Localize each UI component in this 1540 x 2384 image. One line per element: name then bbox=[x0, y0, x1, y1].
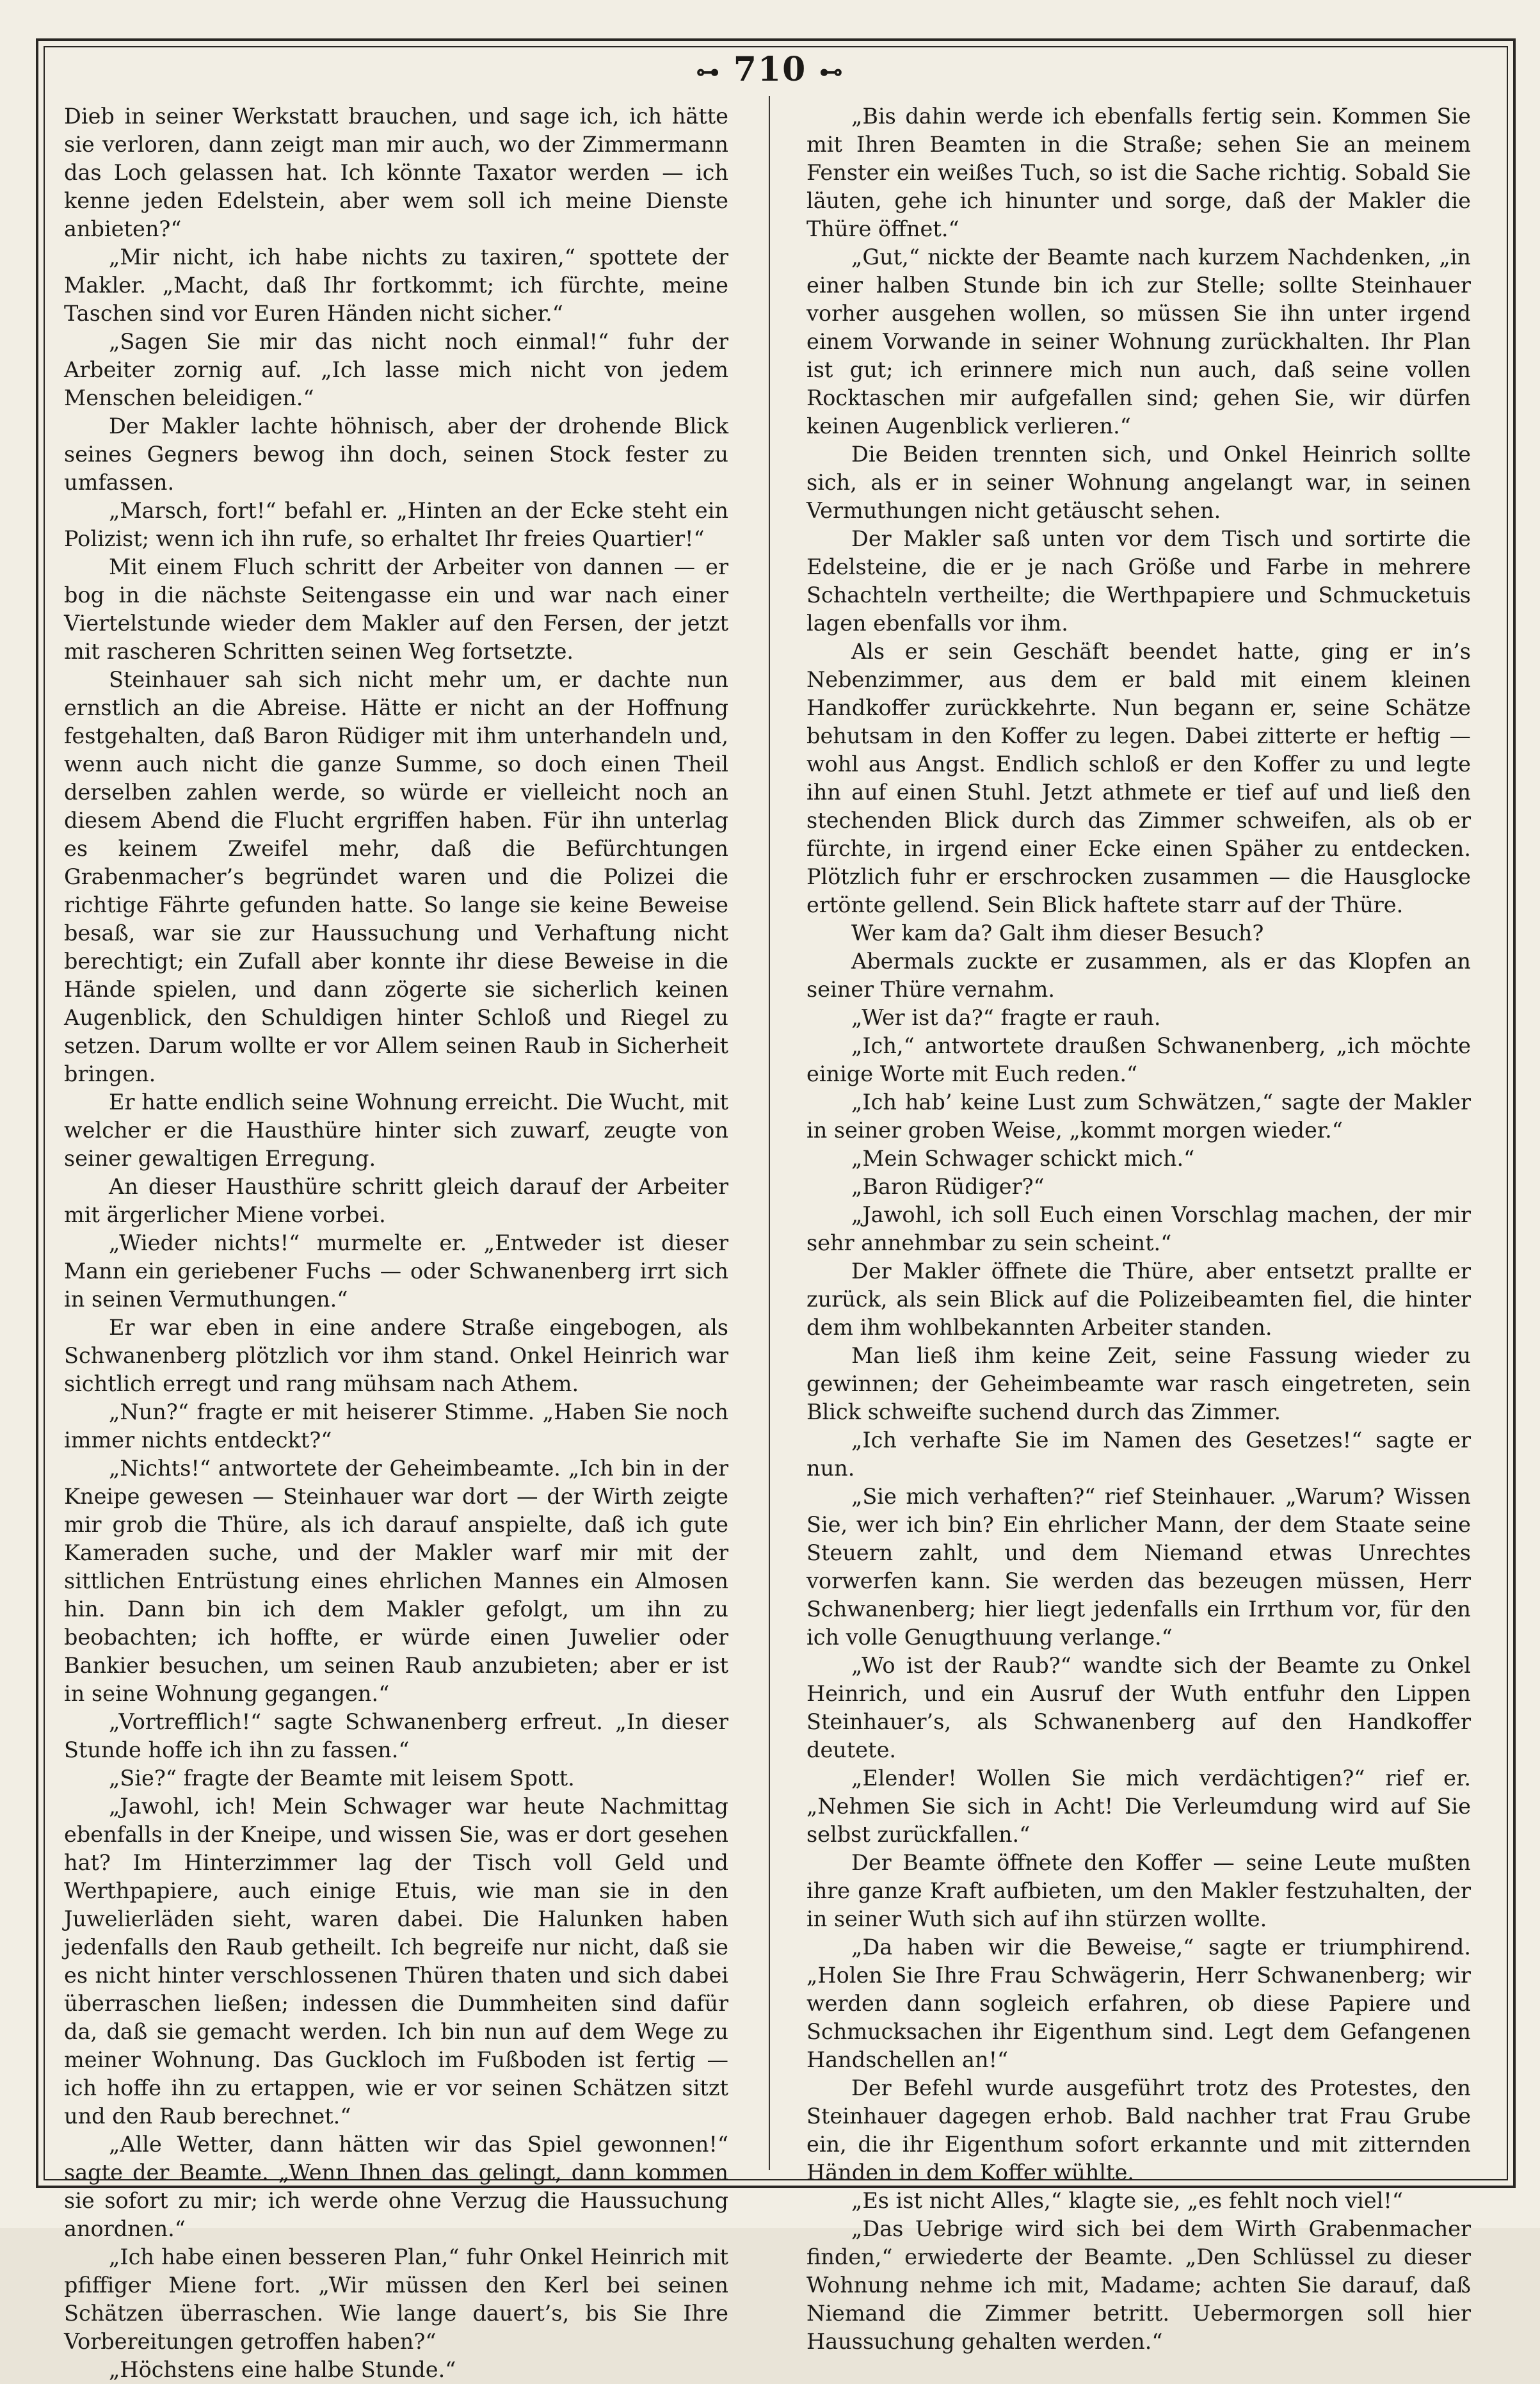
paragraph: Man ließ ihm keine Zeit, seine Fassung wieder zu gewinnen; der Geheimbeamte war rasch eingetreten, sein Blick schweifte suchend durch das Zimmer. bbox=[806, 1343, 1471, 1424]
paragraph: Abermals zuckte er zusammen, als er das Klopfen an seiner Thüre vernahm. bbox=[806, 949, 1471, 1002]
paragraph: „Mir nicht, ich habe nichts zu taxiren,“ spottete der Makler. „Macht, daß Ihr fortkommt; ich fürchte, meine Taschen sind vor Euren Händen nicht sicher.“ bbox=[64, 245, 728, 326]
page-number: 710 bbox=[733, 50, 807, 89]
paragraph: „Nichts!“ antwortete der Geheimbeamte. „Ich bin in der Kneipe gewesen — Steinhauer war dort — der Wirth zeigte mir grob die Thüre, als ich darauf anspielte, daß ich gute Kameraden suche, und der Makler warf mir mit der sittlichen Entrüstung eines ehrlichen Mannes ein Almosen hin. Dann bin ich dem Makler gefolgt, um ihn zu beobachten; ich hoffte, er würde einen Juwelier oder Bankier besuchen, um seinen Raub anzubieten; aber er ist in seine Wohnung gegangen.“ bbox=[64, 1456, 728, 1706]
paragraph: „Das Uebrige wird sich bei dem Wirth Grabenmacher finden,“ erwiederte der Beamte. „Den Schlüssel zu dieser Wohnung nehme ich mit, Madame; achten Sie darauf, daß Niemand die Zimmer betritt. Uebermorgen soll hier Haussuchung gehalten werden.“ bbox=[806, 2216, 1471, 2354]
paragraph: „Ich hab’ keine Lust zum Schwätzen,“ sagte der Makler in seiner groben Weise, „kommt morgen wieder.“ bbox=[806, 1090, 1471, 1143]
paragraph: „Höchstens eine halbe Stunde.“ bbox=[109, 2357, 456, 2382]
paragraph: Mit einem Fluch schritt der Arbeiter von dannen — er bog in die nächste Seitengasse ein und war nach einer Viertelstunde wieder dem Makler auf den Fersen, der jetzt mit rascheren Schritten seinen Weg fortsetzte. bbox=[64, 554, 728, 664]
paragraph: „Ich habe einen besseren Plan,“ fuhr Onkel Heinrich mit pfiffiger Miene fort. „Wir müssen den Kerl bei seinen Schätzen überraschen. Wie lange dauert’s, bis Sie Ihre Vorbereitungen getroffen haben?“ bbox=[64, 2244, 728, 2354]
paragraph: Steinhauer sah sich nicht mehr um, er dachte nun ernstlich an die Abreise. Hätte er nicht an der Hoffnung festgehalten, daß Baron Rüdiger mit ihm unterhandeln und, wenn auch nicht die ganze Summe, so doch einen Theil derselben zahlen werde, so würde er vielleicht noch an diesem Abend die Flucht ergriffen haben. Für ihn unterlag es keinem Zweifel mehr, daß die Befürchtungen Grabenmacher’s begründet waren und die Polizei die richtige Fährte gefunden hatte. So lange sie keine Beweise besaß, war sie zur Haussuchung und Verhaftung nicht berechtigt; ein Zufall aber konnte ihr diese Beweise in die Hände spielen, und dann zögerte sie sicherlich keinen Augenblick, den Schuldigen hinter Schloß und Riegel zu setzen. Darum wollte er vor Allem seinen Raub in Sicherheit bringen. bbox=[64, 667, 728, 1086]
paragraph: Der Makler saß unten vor dem Tisch und sortirte die Edelsteine, die er je nach Größe und Farbe in mehrere Schachteln vertheilte; die Werthpapiere und Schmucketuis lagen ebenfalls vor ihm. bbox=[806, 526, 1471, 636]
paragraph: „Sie mich verhaften?“ rief Steinhauer. „Warum? Wissen Sie, wer ich bin? Ein ehrlicher Mann, der dem Staate seine Steuern zahlt, und dem Niemand etwas Unrechtes vorwerfen kann. Sie werden das bezeugen müssen, Herr Schwanenberg; hier liegt jedenfalls ein Irrthum vor, für den ich volle Genugthuung verlange.“ bbox=[806, 1484, 1471, 1650]
paragraph: „Gut,“ nickte der Beamte nach kurzem Nachdenken, „in einer halben Stunde bin ich zur Stelle; sollte Steinhauer vorher ausgehen wollen, so müssen Sie ihn unter irgend einem Vorwande in seiner Wohnung zurückhalten. Ihr Plan ist gut; ich erinnere mich nun auch, daß seine vollen Rocktaschen mir aufgefallen sind; gehen Sie, wir dürfen keinen Augenblick verlieren.“ bbox=[806, 245, 1471, 439]
paragraph: „Ich,“ antwortete draußen Schwanenberg, „ich möchte einige Worte mit Euch reden.“ bbox=[806, 1033, 1471, 1086]
paragraph: Dieb in seiner Werkstatt brauchen, und sage ich, ich hätte sie verloren, dann zeigt man mir auch, wo der Zimmermann das Loch gelassen hat. Ich könnte Taxator werden — ich kenne jeden Edelstein, aber wem soll ich meine Dienste anbieten?“ bbox=[64, 104, 728, 241]
paragraph: Der Beamte öffnete den Koffer — seine Leute mußten ihre ganze Kraft aufbieten, um den Makler festzuhalten, der in seiner Wuth sich auf ihn stürzen wollte. bbox=[806, 1850, 1471, 1931]
paragraph: „Sie?“ fragte der Beamte mit leisem Spott. bbox=[109, 1766, 575, 1791]
paragraph: „Da haben wir die Beweise,“ sagte er triumphirend. „Holen Sie Ihre Frau Schwägerin, Herr Schwanenberg; wir werden dann sogleich erfahren, ob diese Papiere und Schmucksachen ihr Eigenthum sind. Legt dem Gefangenen Handschellen an!“ bbox=[806, 1935, 1471, 2072]
left-column bbox=[64, 102, 728, 2382]
paragraph: Die Beiden trennten sich, und Onkel Heinrich sollte sich, als er in seiner Wohnung angelangt war, in seinen Vermuthungen nicht getäuscht sehen. bbox=[806, 442, 1471, 523]
paragraph: „Alle Wetter, dann hätten wir das Spiel gewonnen!“ sagte der Beamte. „Wenn Ihnen das gelingt, dann kommen sie sofort zu mir; ich werde ohne Verzug die Haussuchung anordnen.“ bbox=[64, 2132, 728, 2241]
paragraph: „Wieder nichts!“ murmelte er. „Entweder ist dieser Mann ein geriebener Fuchs — oder Schwanenberg irrt sich in seinen Vermuthungen.“ bbox=[64, 1230, 728, 1312]
paragraph: „Sagen Sie mir das nicht noch einmal!“ fuhr der Arbeiter zornig auf. „Ich lasse mich nicht von jedem Menschen beleidigen.“ bbox=[64, 329, 728, 410]
ornament-right-icon: ⊷ bbox=[819, 58, 844, 86]
paragraph: „Nun?“ fragte er mit heiserer Stimme. „Haben Sie noch immer nichts entdeckt?“ bbox=[64, 1399, 728, 1453]
paragraph: „Wo ist der Raub?“ wandte sich der Beamte zu Onkel Heinrich, und ein Ausruf der Wuth entfuhr den Lippen Steinhauer’s, als Schwanenberg auf den Handkoffer deutete. bbox=[806, 1653, 1471, 1762]
paragraph: Er hatte endlich seine Wohnung erreicht. Die Wucht, mit welcher er die Hausthüre hinter sich zuwarf, zeugte von seiner gewaltigen Erregung. bbox=[64, 1090, 728, 1171]
paragraph: Als er sein Geschäft beendet hatte, ging er in’s Nebenzimmer, aus dem er bald mit einem kleinen Handkoffer zurückkehrte. Nun begann er, seine Schätze behutsam in den Koffer zu legen. Dabei zitterte er heftig — wohl aus Angst. Endlich schloß er den Koffer zu und legte ihn auf einen Stuhl. Jetzt athmete er tief auf und ließ den stechenden Blick durch das Zimmer schweifen, als ob er fürchte, in irgend einer Ecke einen Späher zu entdecken. Plötzlich fuhr er erschrocken zusammen — die Hausglocke ertönte gellend. Sein Blick haftete starr auf der Thüre. bbox=[806, 639, 1471, 917]
paragraph: „Wer ist da?“ fragte er rauh. bbox=[851, 1005, 1161, 1030]
paragraph: „Elender! Wollen Sie mich verdächtigen?“ rief er. „Nehmen Sie sich in Acht! Die Verleumdung wird auf Sie selbst zurückfallen.“ bbox=[806, 1766, 1471, 1847]
right-column bbox=[806, 102, 1471, 2354]
page-header bbox=[0, 50, 1540, 89]
paragraph: „Marsch, fort!“ befahl er. „Hinten an der Ecke steht ein Polizist; wenn ich ihn rufe, so erhaltet Ihr freies Quartier!“ bbox=[64, 498, 728, 551]
paragraph: „Mein Schwager schickt mich.“ bbox=[851, 1146, 1195, 1171]
paragraph: Wer kam da? Galt ihm dieser Besuch? bbox=[851, 921, 1264, 946]
paragraph: Der Befehl wurde ausgeführt trotz des Protestes, den Steinhauer dagegen erhob. Bald nachher trat Frau Grube ein, die ihr Eigenthum sofort erkannte und mit zitternden Händen in dem Koffer wühlte. bbox=[806, 2075, 1471, 2185]
paragraph: „Baron Rüdiger?“ bbox=[851, 1174, 1045, 1199]
paragraph: „Jawohl, ich soll Euch einen Vorschlag machen, der mir sehr annehmbar zu sein scheint.“ bbox=[806, 1202, 1471, 1255]
paragraph: „Ich verhafte Sie im Namen des Gesetzes!“ sagte er nun. bbox=[806, 1428, 1471, 1481]
paragraph: „Bis dahin werde ich ebenfalls fertig sein. Kommen Sie mit Ihren Beamten in die Straße; sehen Sie an meinem Fenster ein weißes Tuch, so ist die Sache richtig. Sobald Sie läuten, gehe ich hinunter und sorge, daß der Makler die Thüre öffnet.“ bbox=[806, 104, 1471, 241]
paragraph: Er war eben in eine andere Straße eingebogen, als Schwanenberg plötzlich vor ihm stand. Onkel Heinrich war sichtlich erregt und rang mühsam nach Athem. bbox=[64, 1315, 728, 1396]
paragraph: „Vortrefflich!“ sagte Schwanenberg erfreut. „In dieser Stunde hoffe ich ihn zu fassen.“ bbox=[64, 1709, 728, 1762]
paragraph: „Es ist nicht Alles,“ klagte sie, „es fehlt noch viel!“ bbox=[851, 2188, 1404, 2213]
paragraph: Der Makler öffnete die Thüre, aber entsetzt prallte er zurück, als sein Blick auf die Polizeibeamten fiel, die hinter dem ihm wohlbekannten Arbeiter standen. bbox=[806, 1259, 1471, 1340]
paragraph: Der Makler lachte höhnisch, aber der drohende Blick seines Gegners bewog ihn doch, seinen Stock fester zu umfassen. bbox=[64, 414, 728, 495]
paragraph: An dieser Hausthüre schritt gleich darauf der Arbeiter mit ärgerlicher Miene vorbei. bbox=[64, 1174, 728, 1227]
column-divider bbox=[769, 96, 770, 2170]
paragraph: „Jawohl, ich! Mein Schwager war heute Nachmittag ebenfalls in der Kneipe, und wissen Sie, was er dort gesehen hat? Im Hinterzimmer lag der Tisch voll Geld und Werthpapiere, auch einige Etuis, wie man sie in den Juwelierläden sieht, waren dabei. Die Halunken haben jedenfalls den Raub getheilt. Ich begreife nur nicht, daß sie es nicht hinter verschlossenen Thüren thaten und sich dabei überraschen ließen; indessen die Dummheiten sind dafür da, daß sie gemacht werden. Ich bin nun auf dem Wege zu meiner Wohnung. Das Guckloch im Fußboden ist fertig — ich hoffe ihn zu ertappen, wie er vor seinen Schätzen sitzt und den Raub berechnet.“ bbox=[64, 1794, 728, 2129]
ornament-left-icon: ⊶ bbox=[696, 58, 721, 86]
